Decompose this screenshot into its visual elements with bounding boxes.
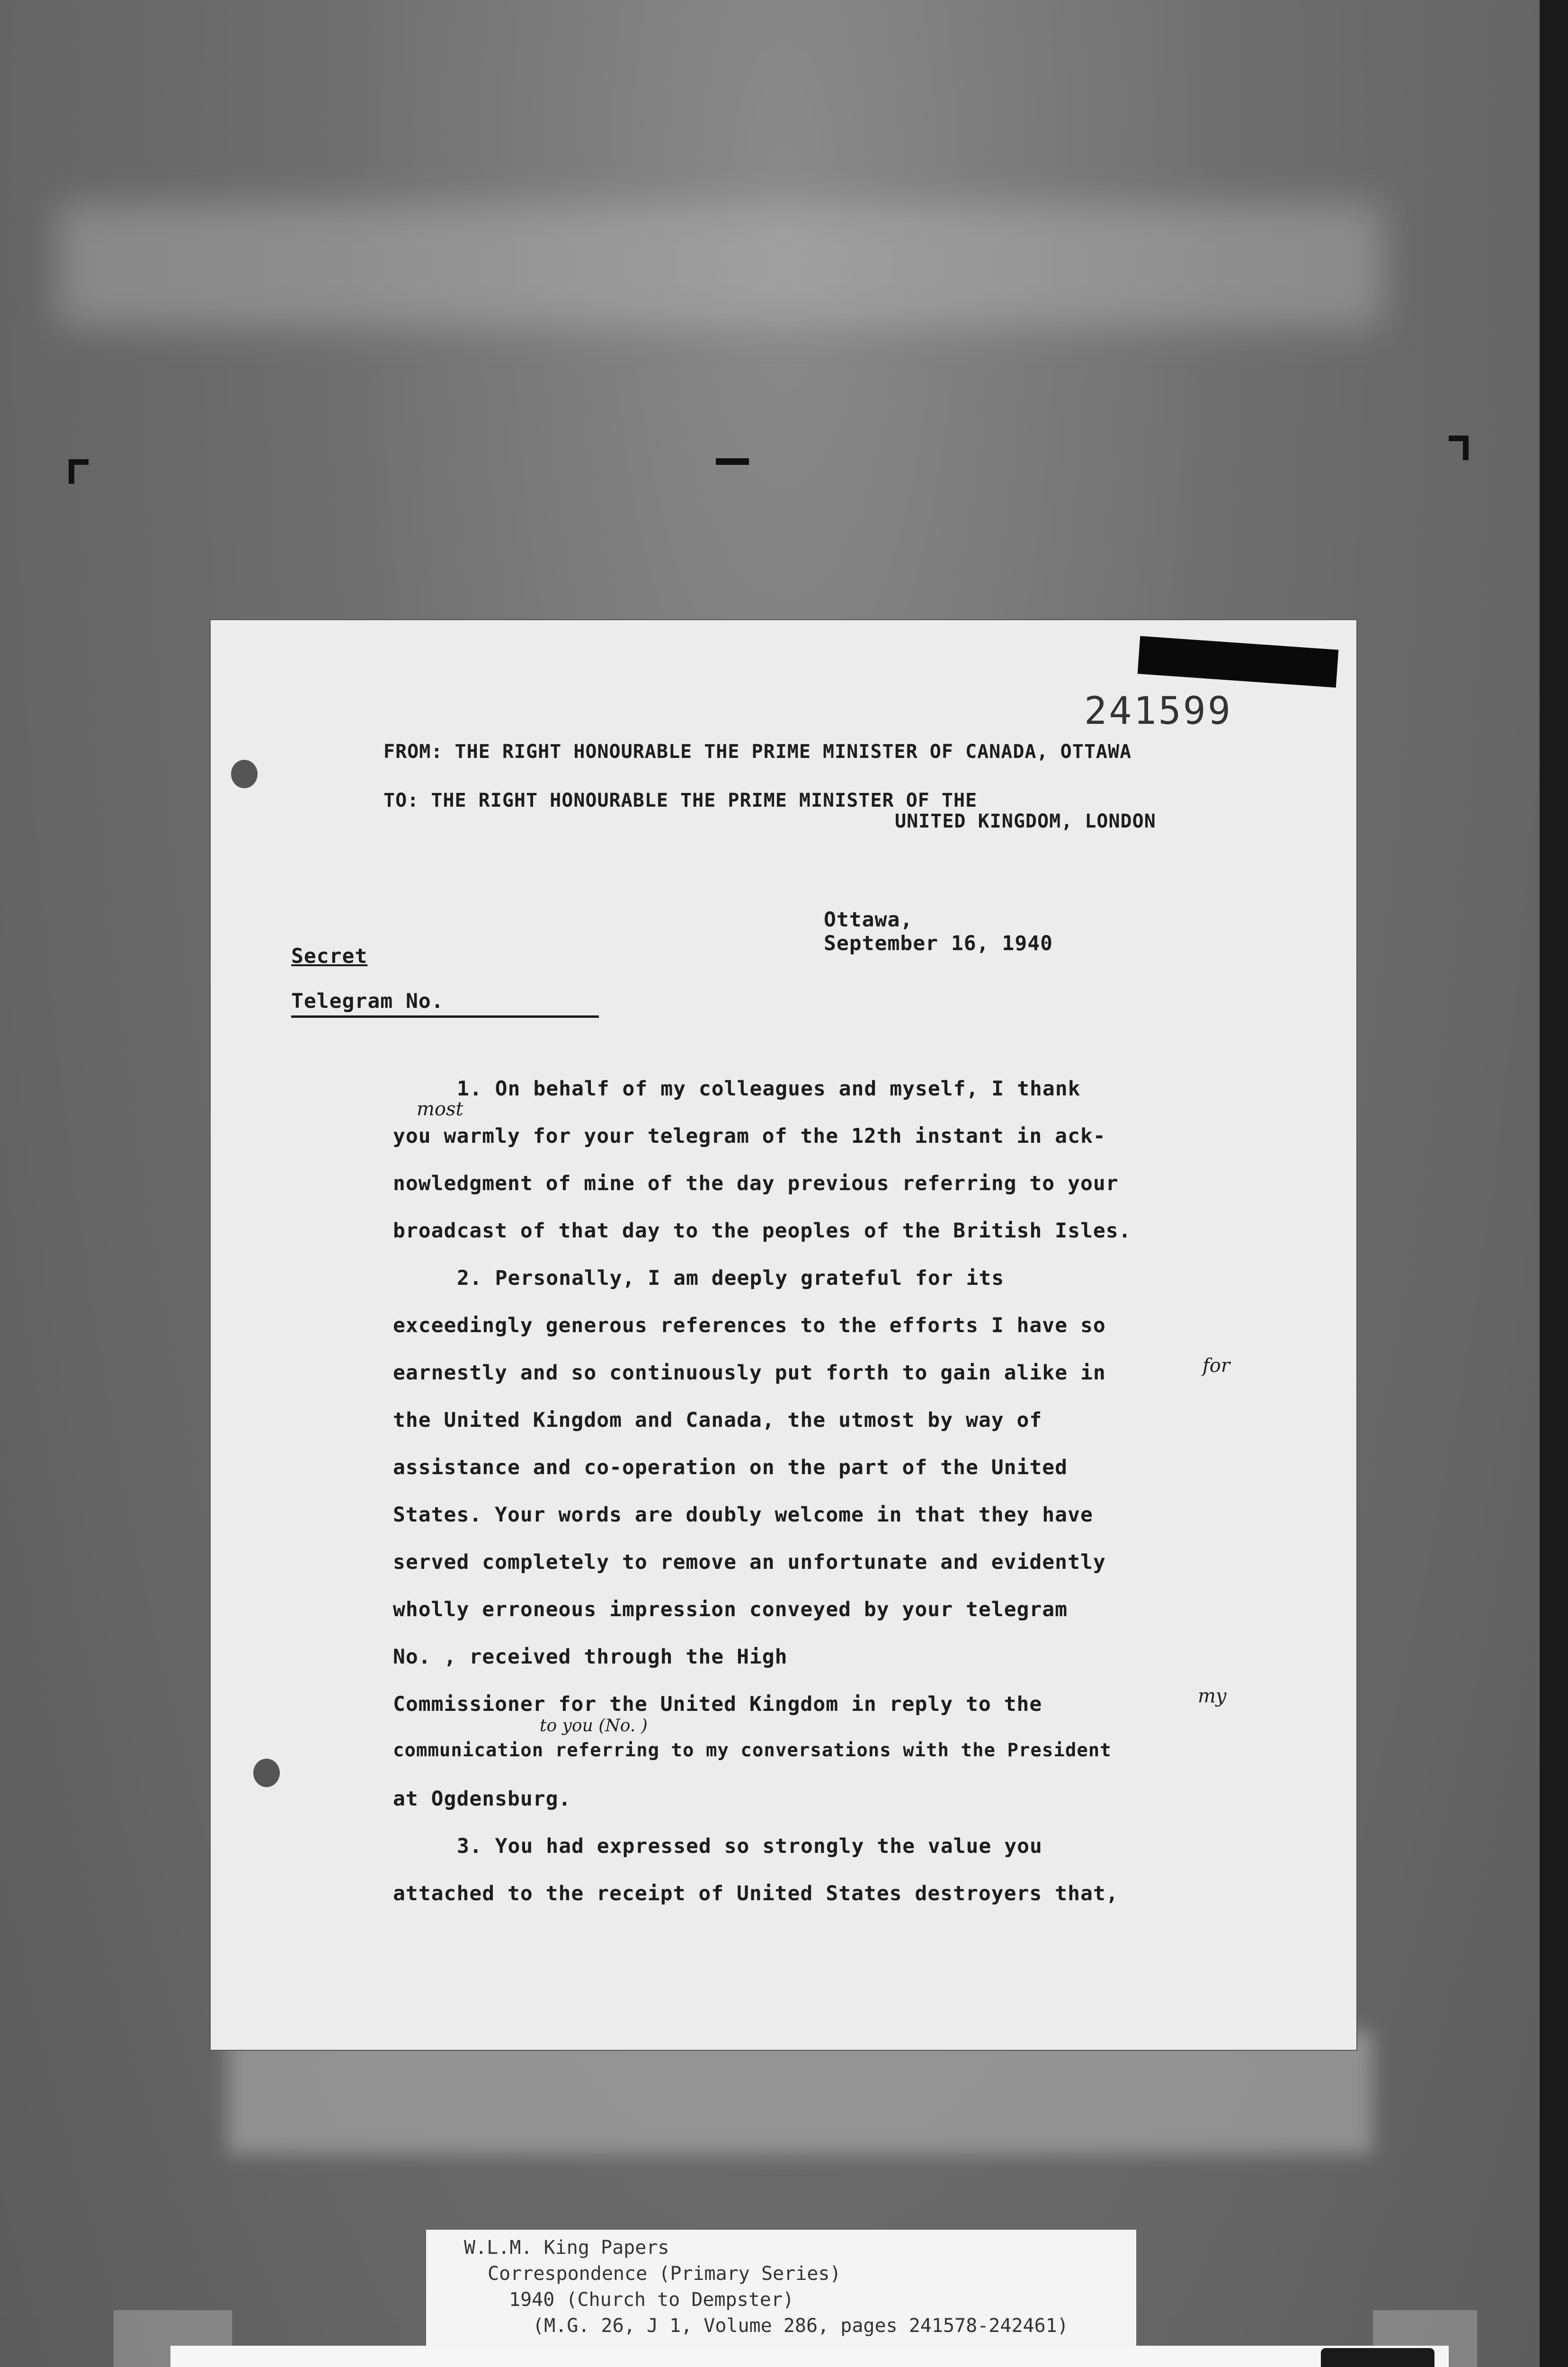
body-line: you warmly for your telegram of the 12th instant in ack- [393, 1124, 1106, 1148]
to-line: TO: THE RIGHT HONOURABLE THE PRIME MINISTER OF THE [383, 790, 978, 811]
body-line: Commissioner for the United Kingdom in reply to the [393, 1692, 1042, 1716]
body-line: the United Kingdom and Canada, the utmost by way of [393, 1408, 1042, 1432]
body-line: 2. Personally, I am deeply grateful for its [457, 1266, 1005, 1290]
body-line: exceedingly generous references to the efforts I have so [393, 1314, 1106, 1337]
telegram-number: Telegram No. [291, 989, 444, 1013]
body-line: States. Your words are doubly welcome in that they have [393, 1503, 1093, 1527]
catalog-line: W.L.M. King Papers [464, 2237, 669, 2259]
catalog-line: 1940 (Church to Dempster) [509, 2289, 794, 2311]
body-line: nowledgment of mine of the day previous referring to your [393, 1172, 1119, 1195]
place: Ottawa, [824, 908, 913, 932]
catalog-line: (M.G. 26, J 1, Volume 286, pages 241578-242461) [533, 2315, 1069, 2337]
telegram-number-line [291, 1015, 599, 1018]
body-line: assistance and co-operation on the part of the United [393, 1456, 1068, 1479]
handwritten-insertion: my [1198, 1685, 1227, 1707]
body-line: earnestly and so continuously put forth to gain alike in [393, 1361, 1106, 1385]
document-number: 241599 [1084, 689, 1232, 733]
body-line: broadcast of that day to the peoples of the British Isles. [393, 1219, 1131, 1243]
handwritten-insertion: for [1203, 1355, 1230, 1377]
punch-hole [253, 1759, 280, 1787]
from-line: FROM: THE RIGHT HONOURABLE THE PRIME MINISTER OF CANADA, OTTAWA [383, 741, 1132, 763]
body-line: 3. You had expressed so strongly the value you [457, 1834, 1042, 1858]
classification: Secret [291, 944, 368, 968]
body-line: wholly erroneous impression conveyed by your telegram [393, 1598, 1068, 1621]
archive-card [170, 2346, 1449, 2367]
film-edge [1540, 0, 1568, 2367]
body-line: at Ogdensburg. [393, 1787, 571, 1811]
crop-mark-right [1449, 436, 1469, 460]
glare [57, 204, 1382, 327]
body-line: communication referring to my conversations with the President [393, 1740, 1112, 1761]
crop-mark-center [716, 458, 749, 465]
catalog-line: Correspondence (Primary Series) [488, 2263, 841, 2285]
body-line: served completely to remove an unfortunate and evidently [393, 1550, 1106, 1574]
microfilm-logo-icon [1321, 2348, 1434, 2367]
body-line: No. , received through the High [393, 1645, 788, 1669]
handwritten-insertion: to you (No. ) [540, 1716, 648, 1735]
handwritten-insertion: most [417, 1098, 463, 1120]
body-line: 1. On behalf of my colleagues and myself, I thank [457, 1077, 1081, 1101]
crop-mark-left [69, 459, 89, 484]
to-line-continued: UNITED KINGDOM, LONDON [895, 810, 1156, 832]
catalog-label [426, 2230, 1136, 2350]
punch-hole [231, 760, 258, 788]
date: September 16, 1940 [824, 932, 1053, 955]
body-line: attached to the receipt of United States destroyers that, [393, 1882, 1119, 1905]
